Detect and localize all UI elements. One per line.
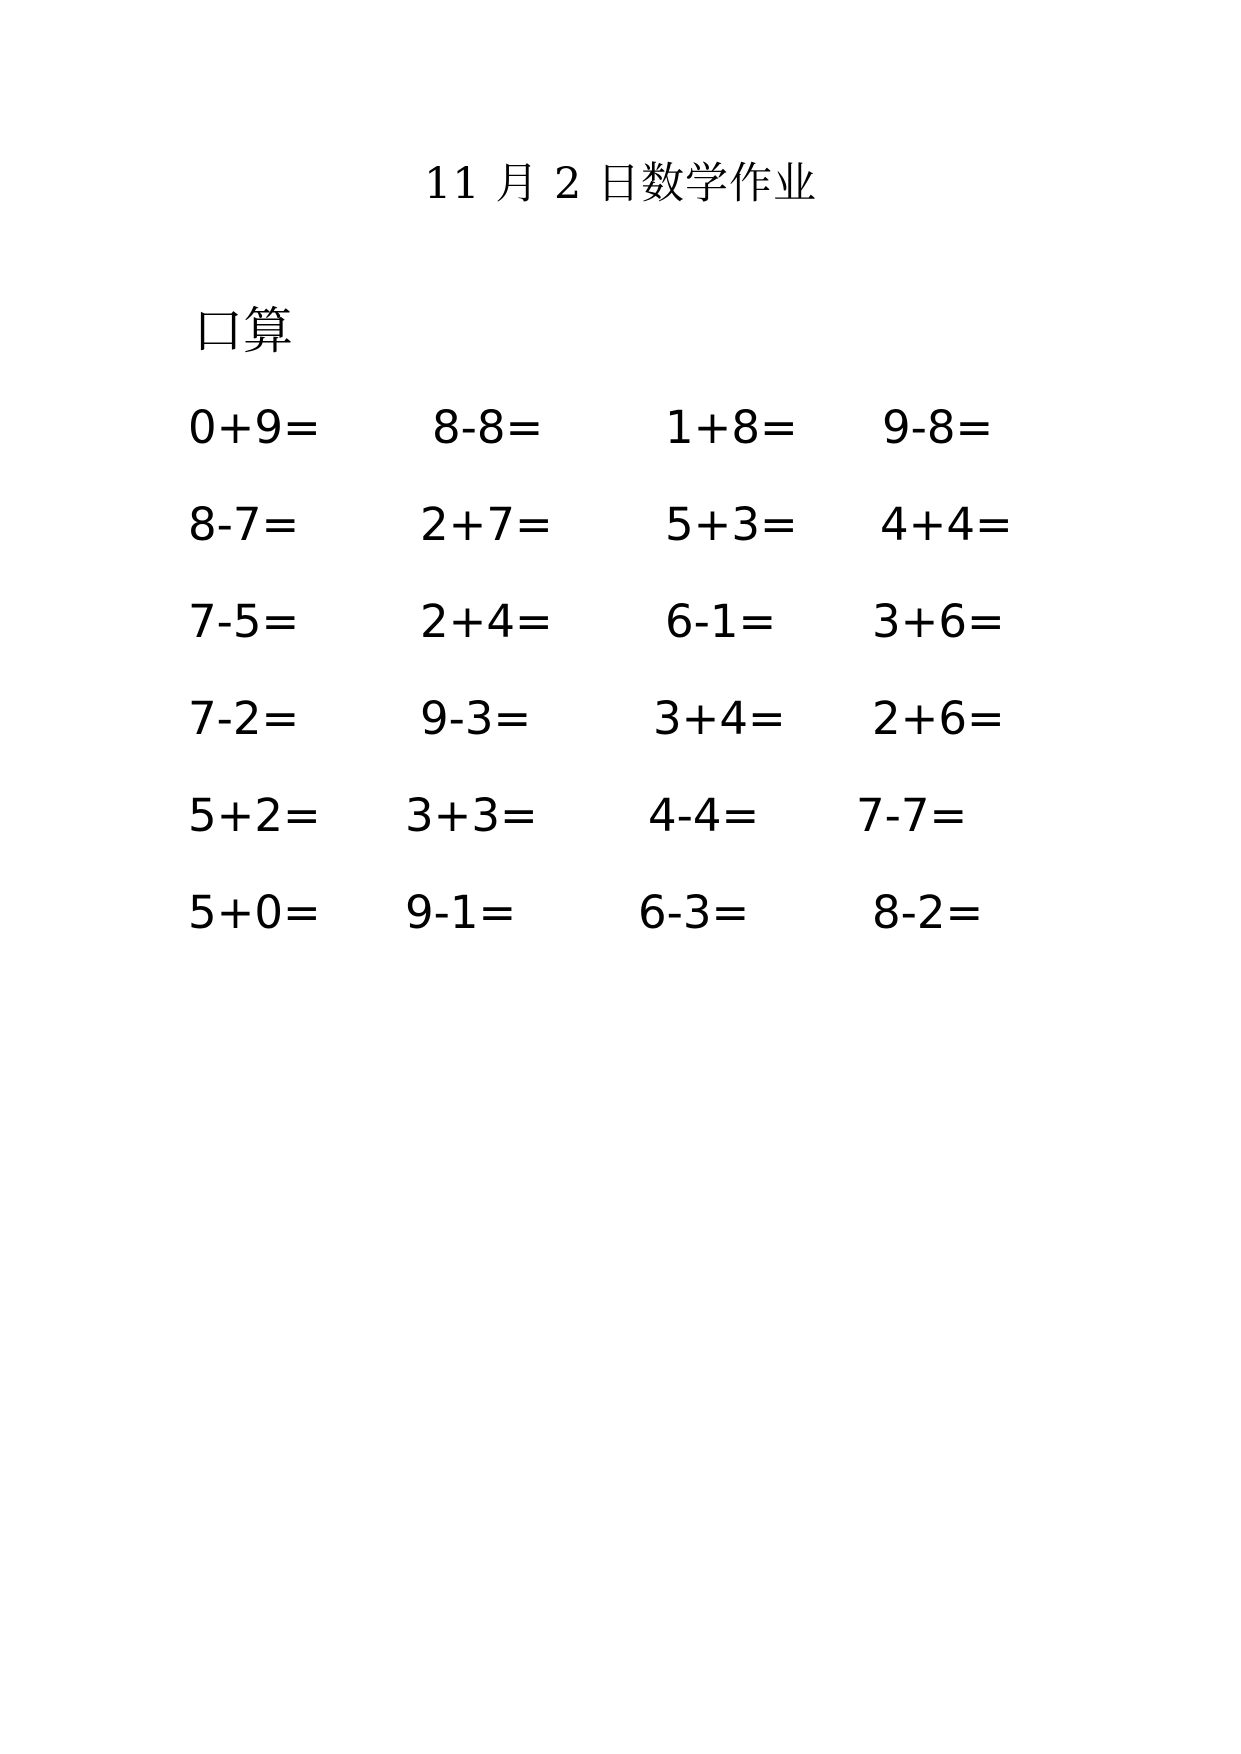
section-heading: 口算 bbox=[193, 302, 293, 360]
arithmetic-problem: 8-2= bbox=[872, 886, 984, 939]
arithmetic-problem: 4-4= bbox=[648, 789, 760, 842]
arithmetic-problem: 1+8= bbox=[665, 401, 798, 454]
arithmetic-problem: 2+7= bbox=[420, 498, 553, 551]
arithmetic-problem: 5+3= bbox=[665, 498, 798, 551]
page-title: 11 月 2 日数学作业 bbox=[423, 159, 818, 209]
arithmetic-problem: 3+6= bbox=[872, 595, 1005, 648]
arithmetic-problem: 8-7= bbox=[188, 498, 300, 551]
arithmetic-problem: 6-1= bbox=[665, 595, 777, 648]
arithmetic-problem: 5+0= bbox=[188, 886, 321, 939]
arithmetic-problem: 8-8= bbox=[432, 401, 544, 454]
arithmetic-problem: 3+3= bbox=[405, 789, 538, 842]
arithmetic-problem: 2+6= bbox=[872, 692, 1005, 745]
arithmetic-problem: 9-8= bbox=[882, 401, 994, 454]
arithmetic-problem: 2+4= bbox=[420, 595, 553, 648]
arithmetic-problem: 7-5= bbox=[188, 595, 300, 648]
arithmetic-problem: 5+2= bbox=[188, 789, 321, 842]
arithmetic-problem: 3+4= bbox=[653, 692, 786, 745]
arithmetic-problem: 7-2= bbox=[188, 692, 300, 745]
arithmetic-problem: 9-3= bbox=[420, 692, 532, 745]
arithmetic-problem: 6-3= bbox=[638, 886, 750, 939]
arithmetic-problem: 0+9= bbox=[188, 401, 321, 454]
arithmetic-problem: 7-7= bbox=[856, 789, 968, 842]
arithmetic-problem: 4+4= bbox=[880, 498, 1013, 551]
arithmetic-problem: 9-1= bbox=[405, 886, 517, 939]
